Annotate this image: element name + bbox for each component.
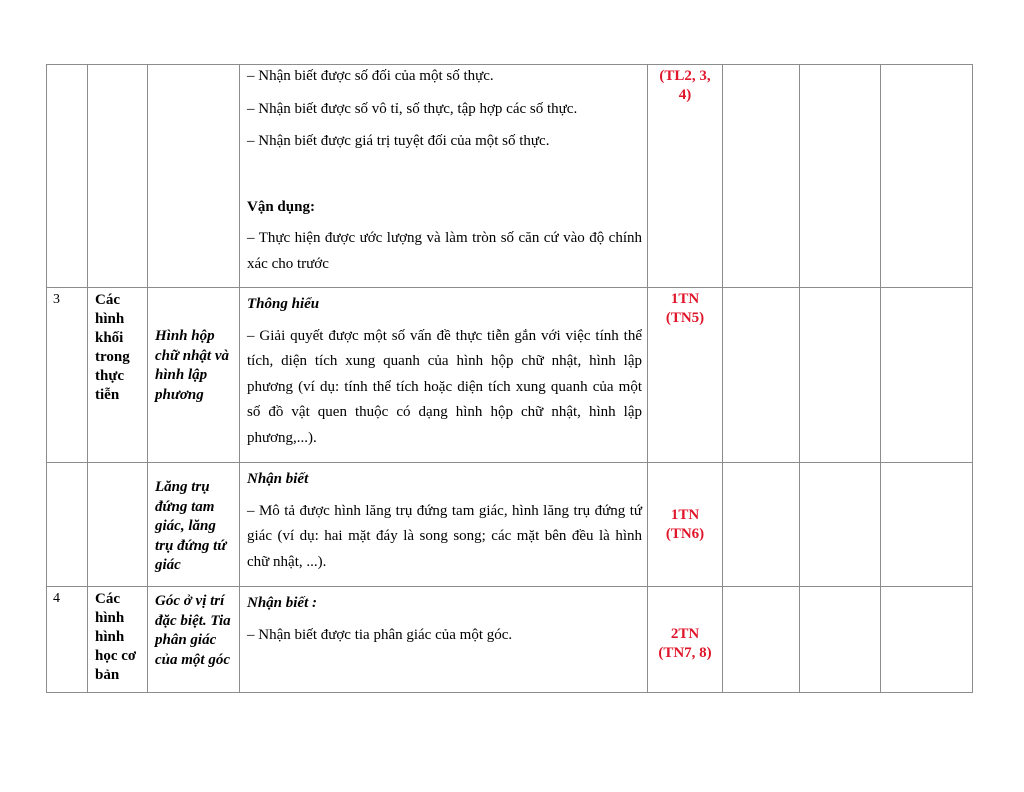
description-text: – Nhận biết được tia phân giác của một góc. [247,626,513,643]
topic-cell: Các hình khối trong thực tiễn [88,288,148,463]
row-number: 4 [47,587,88,693]
level-label: Vận dụng: [247,198,315,215]
empty-cell [723,463,800,587]
question-count-cell [648,288,723,463]
question-count: 2TN (TN7, 8) [658,626,712,661]
empty-cell [800,288,881,463]
empty-cell [800,587,881,693]
empty-cell [723,288,800,463]
description-cell [240,587,648,693]
question-count: 1TN (TN6) [665,506,705,542]
level-label: Nhận biết : [247,595,318,611]
empty-cell [881,65,973,288]
level-label: Nhận biết [247,471,309,487]
description-line: – Nhận biết được số đối của một số thực. [247,68,494,84]
question-count-cell [648,463,723,587]
row-number: 3 [47,288,88,463]
row-number [47,463,88,587]
description-text: – Mô tả được hình lăng trụ đứng tam giác, hình lăng trụ đứng tứ giác (ví dụ: hai mặt đáy là song song; các mặt bên đều là hình chữ nhật, ...). [247,502,642,570]
description-line: – Nhận biết được giá trị tuyệt đối của một số thực. [247,133,550,149]
unit-cell: Hình hộp chữ nhật và hình lập phương [148,288,240,463]
table-row [47,463,973,587]
unit-cell: Lăng trụ đứng tam giác, lăng trụ đứng tứ giác [148,463,240,587]
description-line: – Nhận biết được số vô tỉ, số thực, tập hợp các số thực. [247,100,578,117]
topic-cell [88,463,148,587]
question-count: (TL2, 3, 4) [659,68,711,103]
empty-cell [723,65,800,288]
question-count-cell [648,65,723,288]
topic-cell: Các hình hình học cơ bản [88,587,148,693]
row-number [47,65,88,288]
empty-cell [881,587,973,693]
table-row [47,288,973,463]
specification-table [46,64,973,693]
level-label: Thông hiểu [247,296,320,312]
empty-cell [723,587,800,693]
topic-cell [88,65,148,288]
description-cell [240,288,648,463]
unit-cell [148,65,240,288]
empty-cell [800,65,881,288]
question-count-cell [648,587,723,693]
empty-cell [881,288,973,463]
question-count: 1TN (TN5) [665,291,705,326]
description-line: – Thực hiện được ước lượng và làm tròn số căn cứ vào độ chính xác cho trước [247,230,642,272]
table-row [47,587,973,693]
empty-cell [800,463,881,587]
table-row [47,65,973,288]
description-cell [240,463,648,587]
description-cell [240,65,648,288]
empty-cell [881,463,973,587]
unit-cell: Góc ở vị trí đặc biệt. Tia phân giác của một góc [148,587,240,693]
description-text: – Giải quyết được một số vấn đề thực tiễn gắn với việc tính thể tích, diện tích xung quanh của hình hộp chữ nhật, hình lập phương (ví dụ: tính thể tích hoặc diện tích xung quanh của một số đồ vật quen thuộc có dạng hình hộp chữ nhật, hình lập phương,...). [247,327,642,446]
